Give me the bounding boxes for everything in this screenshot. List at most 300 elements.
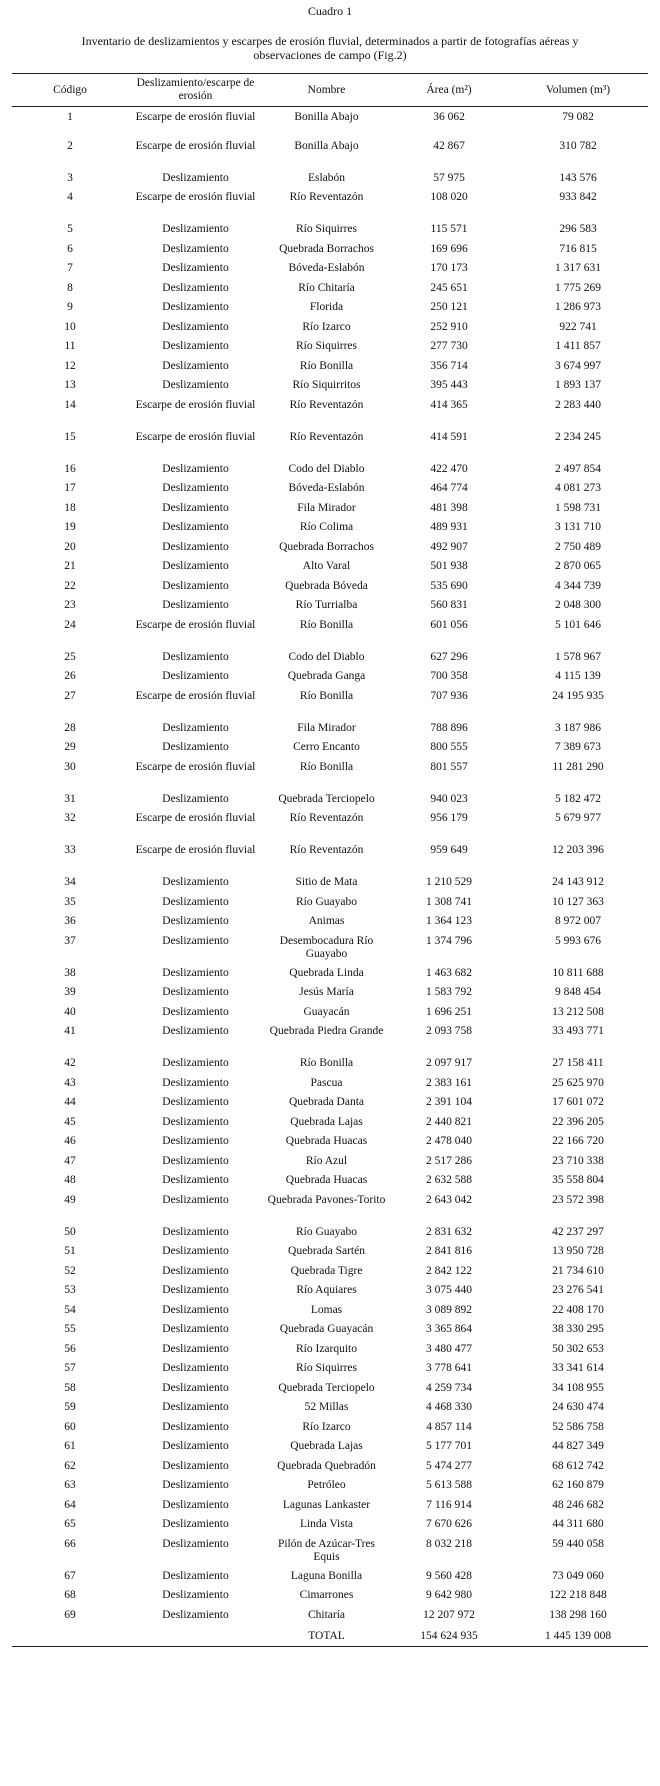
cell-volumen: 8 972 007 bbox=[555, 915, 601, 927]
cell-codigo: 39 bbox=[64, 986, 76, 998]
cell-area: 414 365 bbox=[430, 398, 468, 411]
cell-codigo: 42 bbox=[64, 1057, 76, 1069]
cell-area: 57 975 bbox=[433, 171, 465, 184]
table-row bbox=[12, 985, 648, 1005]
table-row bbox=[12, 1134, 648, 1154]
cell-volumen: 79 082 bbox=[562, 111, 594, 123]
cell-area: 2 842 122 bbox=[426, 1264, 472, 1277]
cell-volumen: 5 182 472 bbox=[555, 792, 601, 805]
cell-volumen: 1 775 269 bbox=[555, 281, 601, 294]
cell-volumen: 7 389 673 bbox=[555, 741, 601, 753]
cell-tipo: Deslizamiento bbox=[162, 521, 229, 533]
table-row bbox=[12, 1439, 648, 1459]
cell-tipo: Deslizamiento bbox=[162, 579, 229, 592]
cell-tipo: Deslizamiento bbox=[162, 1498, 229, 1511]
cell-tipo: Deslizamiento bbox=[162, 1076, 229, 1089]
cell-nombre: Río Azul bbox=[305, 1154, 348, 1167]
cell-codigo: 69 bbox=[64, 1608, 76, 1621]
table-row bbox=[12, 1115, 648, 1135]
cell-volumen: 24 195 935 bbox=[552, 689, 604, 702]
cell-volumen: 44 311 680 bbox=[552, 1518, 604, 1530]
cell-area: 2 517 286 bbox=[426, 1154, 472, 1167]
cell-codigo: 26 bbox=[64, 670, 76, 682]
cell-codigo: 27 bbox=[64, 689, 76, 702]
cell-nombre: Quebrada Lajas bbox=[290, 1440, 363, 1452]
cell-volumen: 12 203 396 bbox=[552, 844, 604, 856]
table-row bbox=[12, 1244, 648, 1264]
cell-area: 2 383 161 bbox=[426, 1076, 472, 1089]
cell-area: 956 179 bbox=[430, 812, 468, 824]
cell-nombre: 52 Millas bbox=[304, 1401, 349, 1413]
cell-area: 492 907 bbox=[430, 540, 468, 553]
cell-area: 700 358 bbox=[430, 670, 468, 682]
cell-nombre: Fila Mirador bbox=[297, 721, 356, 734]
cell-tipo: Escarpe de erosión fluvial bbox=[135, 689, 256, 702]
cell-tipo: Deslizamiento bbox=[162, 1440, 229, 1452]
cell-volumen: 933 842 bbox=[559, 191, 597, 203]
cell-tipo: Deslizamiento bbox=[162, 1589, 229, 1601]
cell-nombre: Quebrada Danta bbox=[288, 1096, 365, 1108]
cell-codigo: 24 bbox=[64, 618, 76, 631]
cell-volumen: 310 782 bbox=[559, 139, 597, 152]
cell-tipo: Deslizamiento bbox=[162, 1057, 229, 1069]
cell-codigo: 66 bbox=[64, 1537, 76, 1550]
table-row bbox=[12, 1478, 648, 1498]
table-row bbox=[12, 1381, 648, 1401]
cell-nombre: Quebrada Huacas bbox=[285, 1174, 368, 1186]
cell-volumen: 2 750 489 bbox=[555, 540, 601, 553]
cell-area: 464 774 bbox=[430, 482, 468, 494]
cell-area: 489 931 bbox=[430, 521, 468, 533]
table-row bbox=[12, 300, 648, 320]
table-row bbox=[12, 875, 648, 895]
cell-nombre: Jesús María bbox=[299, 986, 354, 998]
cell-area: 1 696 251 bbox=[426, 1005, 472, 1018]
cell-area: 8 032 218 bbox=[426, 1537, 472, 1550]
cell-codigo: 3 bbox=[67, 171, 73, 184]
cell-codigo: 15 bbox=[64, 430, 76, 443]
cell-volumen: 25 625 970 bbox=[552, 1076, 604, 1089]
cell-volumen: 296 583 bbox=[559, 223, 597, 235]
table-row bbox=[12, 721, 648, 741]
cell-tipo: Escarpe de erosión fluvial bbox=[135, 191, 256, 203]
table-row bbox=[12, 1400, 648, 1420]
table-row bbox=[12, 1056, 648, 1076]
cell-tipo: Deslizamiento bbox=[162, 986, 229, 998]
table-row bbox=[12, 107, 648, 139]
table-row bbox=[12, 1303, 648, 1323]
cell-tipo: Deslizamiento bbox=[162, 670, 229, 682]
cell-area: 501 938 bbox=[430, 560, 468, 572]
total-row bbox=[12, 1627, 648, 1646]
cell-area: 601 056 bbox=[430, 618, 468, 631]
cell-nombre: Río Bonilla bbox=[299, 1057, 354, 1069]
table-row bbox=[12, 914, 648, 934]
cell-codigo: 34 bbox=[64, 876, 76, 888]
cell-volumen: 2 283 440 bbox=[555, 398, 601, 411]
cell-tipo: Deslizamiento bbox=[162, 379, 229, 391]
cell-nombre: Río Izarquito bbox=[296, 1342, 357, 1355]
cell-codigo: 2 bbox=[67, 139, 73, 152]
table-row bbox=[12, 1420, 648, 1440]
cell-volumen: 68 612 742 bbox=[552, 1459, 604, 1472]
cell-area: 3 778 641 bbox=[426, 1362, 472, 1374]
table-row bbox=[12, 1537, 648, 1569]
table-row bbox=[12, 320, 648, 340]
cell-volumen: 34 108 955 bbox=[552, 1381, 604, 1394]
cell-codigo: 43 bbox=[64, 1076, 76, 1089]
cell-codigo: 56 bbox=[64, 1342, 76, 1355]
cell-area: 560 831 bbox=[430, 599, 468, 611]
cell-nombre: Quebrada Pavones-Torito bbox=[267, 1193, 386, 1206]
cell-tipo: Deslizamiento bbox=[162, 1225, 229, 1238]
table-row bbox=[12, 598, 648, 618]
cell-codigo: 5 bbox=[67, 223, 73, 235]
cell-tipo: Deslizamiento bbox=[162, 1608, 229, 1621]
cell-volumen: 1 598 731 bbox=[555, 501, 601, 514]
cell-nombre: Desembocadura Río Guayabo bbox=[279, 934, 374, 960]
cell-area: 4 857 114 bbox=[426, 1420, 472, 1433]
cell-codigo: 30 bbox=[64, 760, 76, 773]
cell-codigo: 16 bbox=[64, 462, 76, 475]
cell-codigo: 7 bbox=[67, 262, 73, 274]
cell-codigo: 21 bbox=[64, 560, 76, 572]
cell-nombre: Río Bonilla bbox=[299, 689, 354, 702]
cell-codigo: 45 bbox=[64, 1115, 76, 1128]
table-row bbox=[12, 1608, 648, 1628]
cell-area: 170 173 bbox=[430, 262, 468, 274]
cell-tipo: Escarpe de erosión fluvial bbox=[135, 430, 256, 443]
cell-nombre: Quebrada Borrachos bbox=[279, 242, 374, 255]
cell-volumen: 4 344 739 bbox=[555, 579, 601, 592]
cell-tipo: Escarpe de erosión fluvial bbox=[135, 618, 256, 631]
table-number: Cuadro 1 bbox=[307, 4, 353, 18]
cell-nombre: Río Izarco bbox=[302, 1420, 351, 1433]
cell-volumen: 1 578 967 bbox=[555, 650, 601, 663]
cell-area: 277 730 bbox=[430, 340, 468, 352]
cell-codigo: 12 bbox=[64, 359, 76, 372]
cell-nombre: Quebrada Ganga bbox=[287, 670, 366, 682]
cell-nombre: Lagunas Lankaster bbox=[282, 1498, 371, 1511]
cell-area: 2 643 042 bbox=[426, 1193, 472, 1206]
cell-volumen: 13 212 508 bbox=[552, 1005, 604, 1018]
cell-tipo: Deslizamiento bbox=[162, 462, 229, 475]
cell-volumen: 23 276 541 bbox=[552, 1284, 604, 1296]
cell-area: 3 089 892 bbox=[426, 1303, 472, 1316]
cell-area: 1 210 529 bbox=[426, 876, 472, 888]
cell-tipo: Deslizamiento bbox=[162, 482, 229, 494]
cell-codigo: 6 bbox=[67, 242, 73, 255]
cell-volumen: 50 302 653 bbox=[552, 1342, 604, 1355]
header-codigo: Código bbox=[12, 74, 128, 107]
cell-nombre: Río Guayabo bbox=[295, 895, 357, 908]
cell-codigo: 1 bbox=[67, 111, 73, 123]
cell-tipo: Deslizamiento bbox=[162, 915, 229, 927]
cell-area: 1 374 796 bbox=[426, 934, 472, 947]
table-row bbox=[12, 378, 648, 398]
table-row bbox=[12, 579, 648, 599]
cell-volumen: 10 127 363 bbox=[552, 895, 604, 908]
table-row bbox=[12, 689, 648, 721]
cell-codigo: 31 bbox=[64, 792, 76, 805]
cell-nombre: Río Reventazón bbox=[289, 812, 364, 824]
cell-codigo: 50 bbox=[64, 1225, 76, 1238]
cell-nombre: Bóveda-Eslabón bbox=[288, 482, 365, 494]
cell-tipo: Deslizamiento bbox=[162, 1420, 229, 1433]
cell-tipo: Deslizamiento bbox=[162, 1135, 229, 1147]
cell-volumen: 2 234 245 bbox=[555, 430, 601, 443]
cell-nombre: Río Bonilla bbox=[299, 359, 354, 372]
cell-codigo: 28 bbox=[64, 721, 76, 734]
cell-volumen: 23 572 398 bbox=[552, 1193, 604, 1206]
cell-nombre: Río Siquirres bbox=[295, 1362, 357, 1374]
cell-nombre: Quebrada Borrachos bbox=[279, 540, 374, 553]
cell-area: 2 440 821 bbox=[426, 1115, 472, 1128]
table-row bbox=[12, 339, 648, 359]
cell-area: 5 613 588 bbox=[426, 1479, 472, 1491]
cell-codigo: 8 bbox=[67, 281, 73, 294]
cell-area: 252 910 bbox=[430, 320, 468, 333]
table-row bbox=[12, 190, 648, 222]
cell-area: 115 571 bbox=[430, 223, 468, 235]
cell-area: 3 365 864 bbox=[426, 1323, 472, 1335]
table-row bbox=[12, 462, 648, 482]
table-row bbox=[12, 895, 648, 915]
cell-nombre: Laguna Bonilla bbox=[290, 1569, 363, 1582]
cell-volumen: 11 281 290 bbox=[552, 760, 604, 773]
cell-nombre: Río Bonilla bbox=[299, 618, 354, 631]
cell-nombre: Río Chitaría bbox=[298, 281, 355, 294]
cell-codigo: 37 bbox=[64, 934, 76, 947]
cell-codigo: 32 bbox=[64, 812, 76, 824]
cell-nombre: Río Bonilla bbox=[299, 760, 354, 773]
table-row bbox=[12, 934, 648, 966]
cell-volumen: 4 081 273 bbox=[555, 482, 601, 494]
cell-codigo: 47 bbox=[64, 1154, 76, 1167]
cell-volumen: 1 317 631 bbox=[555, 262, 601, 274]
cell-tipo: Deslizamiento bbox=[162, 721, 229, 734]
cell-area: 250 121 bbox=[430, 301, 468, 313]
cell-area: 2 093 758 bbox=[426, 1025, 472, 1037]
table-row bbox=[12, 1225, 648, 1245]
cell-tipo: Deslizamiento bbox=[162, 1174, 229, 1186]
cell-nombre: Quebrada Guayacán bbox=[279, 1323, 374, 1335]
cell-area: 801 557 bbox=[430, 760, 468, 773]
cell-volumen: 4 115 139 bbox=[555, 670, 601, 682]
cell-tipo: Deslizamiento bbox=[162, 540, 229, 553]
cell-nombre: Río Reventazón bbox=[289, 398, 364, 411]
header-nombre: Nombre bbox=[263, 74, 390, 107]
cell-tipo: Deslizamiento bbox=[162, 301, 229, 313]
cell-nombre: Quebrada Sartén bbox=[288, 1245, 365, 1257]
table-row bbox=[12, 1154, 648, 1174]
cell-nombre: Lomas bbox=[310, 1303, 343, 1316]
table-row bbox=[12, 1342, 648, 1362]
cell-area: 481 398 bbox=[430, 501, 468, 514]
table-row bbox=[12, 1076, 648, 1096]
cell-tipo: Escarpe de erosión fluvial bbox=[135, 760, 256, 773]
cell-volumen: 2 870 065 bbox=[555, 560, 601, 572]
cell-codigo: 22 bbox=[64, 579, 76, 592]
cell-volumen: 24 143 912 bbox=[552, 876, 604, 888]
cell-codigo: 33 bbox=[64, 844, 76, 856]
cell-tipo: Escarpe de erosión fluvial bbox=[135, 398, 256, 411]
table-row bbox=[12, 430, 648, 462]
cell-tipo: Deslizamiento bbox=[162, 359, 229, 372]
cell-area: 169 696 bbox=[430, 242, 468, 255]
cell-volumen: 17 601 072 bbox=[552, 1096, 604, 1108]
cell-tipo: Deslizamiento bbox=[162, 1096, 229, 1108]
cell-volumen: 13 950 728 bbox=[552, 1245, 604, 1257]
cell-tipo: Deslizamiento bbox=[162, 1323, 229, 1335]
cell-codigo: 46 bbox=[64, 1135, 76, 1147]
cell-tipo: Deslizamiento bbox=[162, 1459, 229, 1472]
cell-nombre: Animas bbox=[308, 915, 345, 927]
table-row bbox=[12, 559, 648, 579]
cell-nombre: Florida bbox=[309, 301, 344, 313]
cell-tipo: Escarpe de erosión fluvial bbox=[135, 111, 256, 123]
cell-tipo: Deslizamiento bbox=[162, 1303, 229, 1316]
cell-area: 3 480 477 bbox=[426, 1342, 472, 1355]
cell-volumen: 5 679 977 bbox=[555, 812, 601, 824]
cell-codigo: 38 bbox=[64, 966, 76, 979]
table-row bbox=[12, 650, 648, 670]
cell-volumen: 143 576 bbox=[559, 171, 597, 184]
cell-volumen: 33 493 771 bbox=[552, 1025, 604, 1037]
cell-codigo: 60 bbox=[64, 1420, 76, 1433]
cell-codigo: 51 bbox=[64, 1245, 76, 1257]
cell-tipo: Deslizamiento bbox=[162, 1193, 229, 1206]
cell-area: 1 463 682 bbox=[426, 966, 472, 979]
cell-nombre: Quebrada Quebradón bbox=[277, 1459, 376, 1472]
cell-tipo: Escarpe de erosión fluvial bbox=[135, 812, 256, 824]
cell-nombre: Codo del Diablo bbox=[288, 462, 365, 475]
cell-volumen: 1 286 973 bbox=[555, 301, 601, 313]
table-row bbox=[12, 1005, 648, 1025]
cell-nombre: Linda Vista bbox=[299, 1518, 354, 1530]
cell-volumen: 38 330 295 bbox=[552, 1323, 604, 1335]
table-body bbox=[12, 107, 648, 1647]
header-tipo: Deslizamiento/escarpe de erosión bbox=[128, 74, 263, 107]
cell-codigo: 55 bbox=[64, 1323, 76, 1335]
cell-codigo: 14 bbox=[64, 398, 76, 411]
cell-tipo: Deslizamiento bbox=[162, 1537, 229, 1550]
cell-volumen: 10 811 688 bbox=[552, 966, 604, 979]
table-header bbox=[12, 74, 648, 107]
cell-volumen: 138 298 160 bbox=[549, 1608, 607, 1621]
cell-volumen: 922 741 bbox=[559, 320, 597, 333]
cell-volumen: 122 218 848 bbox=[549, 1589, 607, 1601]
table-row bbox=[12, 171, 648, 191]
cell-volumen: 22 396 205 bbox=[552, 1115, 604, 1128]
cell-nombre: Quebrada Huacas bbox=[285, 1135, 368, 1147]
cell-area: 9 560 428 bbox=[426, 1569, 472, 1582]
cell-codigo: 54 bbox=[64, 1303, 76, 1316]
cell-tipo: Escarpe de erosión fluvial bbox=[135, 139, 256, 152]
cell-area: 800 555 bbox=[430, 741, 468, 753]
cell-volumen: 62 160 879 bbox=[552, 1479, 604, 1491]
cell-volumen: 716 815 bbox=[559, 242, 597, 255]
cell-nombre: Chitaría bbox=[307, 1608, 346, 1621]
cell-tipo: Deslizamiento bbox=[162, 1115, 229, 1128]
cell-volumen: 48 246 682 bbox=[552, 1498, 604, 1511]
cell-tipo: Deslizamiento bbox=[162, 1518, 229, 1530]
cell-codigo: 17 bbox=[64, 482, 76, 494]
cell-codigo: 68 bbox=[64, 1589, 76, 1601]
cell-area: 2 478 040 bbox=[426, 1135, 472, 1147]
total-volume: 1 445 139 008 bbox=[508, 1627, 648, 1646]
cell-nombre: Río Reventazón bbox=[289, 844, 364, 856]
total-empty-cell bbox=[128, 1627, 263, 1646]
table-row bbox=[12, 811, 648, 843]
cell-area: 422 470 bbox=[430, 462, 468, 475]
cell-codigo: 49 bbox=[64, 1193, 76, 1206]
cell-nombre: Quebrada Lajas bbox=[290, 1115, 363, 1128]
cell-area: 4 468 330 bbox=[426, 1401, 472, 1413]
cell-tipo: Deslizamiento bbox=[162, 560, 229, 572]
total-area: 154 624 935 bbox=[390, 1627, 508, 1646]
table-row bbox=[12, 843, 648, 875]
cell-codigo: 11 bbox=[64, 340, 76, 352]
cell-nombre: Petróleo bbox=[307, 1479, 346, 1491]
cell-volumen: 33 341 614 bbox=[552, 1362, 604, 1374]
table-row bbox=[12, 740, 648, 760]
cell-volumen: 2 048 300 bbox=[555, 599, 601, 611]
table-row bbox=[12, 1095, 648, 1115]
cell-area: 707 936 bbox=[430, 689, 468, 702]
cell-area: 42 867 bbox=[433, 139, 465, 152]
cell-area: 7 116 914 bbox=[426, 1498, 472, 1511]
cell-area: 1 364 123 bbox=[426, 915, 472, 927]
cell-tipo: Deslizamiento bbox=[162, 1005, 229, 1018]
cell-volumen: 5 993 676 bbox=[555, 934, 601, 947]
cell-tipo: Deslizamiento bbox=[162, 340, 229, 352]
cell-area: 5 177 701 bbox=[426, 1440, 472, 1452]
cell-codigo: 62 bbox=[64, 1459, 76, 1472]
cell-tipo: Deslizamiento bbox=[162, 966, 229, 979]
cell-nombre: Cerro Encanto bbox=[293, 741, 360, 753]
cell-area: 9 642 980 bbox=[426, 1589, 472, 1601]
table-row bbox=[12, 1361, 648, 1381]
cell-codigo: 65 bbox=[64, 1518, 76, 1530]
cell-tipo: Deslizamiento bbox=[162, 792, 229, 805]
cell-nombre: Pascua bbox=[310, 1076, 343, 1089]
table-row bbox=[12, 1588, 648, 1608]
cell-volumen: 73 049 060 bbox=[552, 1569, 604, 1582]
table-row bbox=[12, 1024, 648, 1056]
cell-area: 245 651 bbox=[430, 281, 468, 294]
table-row bbox=[12, 139, 648, 171]
table-row bbox=[12, 1264, 648, 1284]
cell-area: 12 207 972 bbox=[423, 1608, 475, 1621]
cell-tipo: Deslizamiento bbox=[162, 262, 229, 274]
cell-area: 108 020 bbox=[430, 191, 468, 203]
table-row bbox=[12, 966, 648, 986]
cell-tipo: Deslizamiento bbox=[162, 1401, 229, 1413]
landslide-inventory-table bbox=[12, 73, 648, 1647]
cell-codigo: 52 bbox=[64, 1264, 76, 1277]
cell-nombre: Guayacán bbox=[303, 1005, 350, 1018]
cell-codigo: 35 bbox=[64, 895, 76, 908]
cell-volumen: 21 734 610 bbox=[552, 1264, 604, 1277]
cell-tipo: Deslizamiento bbox=[162, 1284, 229, 1296]
cell-nombre: Bonilla Abajo bbox=[294, 139, 359, 152]
cell-tipo: Deslizamiento bbox=[162, 223, 229, 235]
cell-nombre: Río Turrialba bbox=[295, 599, 358, 611]
cell-nombre: Quebrada Piedra Grande bbox=[269, 1025, 384, 1037]
table-row bbox=[12, 1173, 648, 1193]
cell-nombre: Quebrada Bóveda bbox=[285, 579, 368, 592]
